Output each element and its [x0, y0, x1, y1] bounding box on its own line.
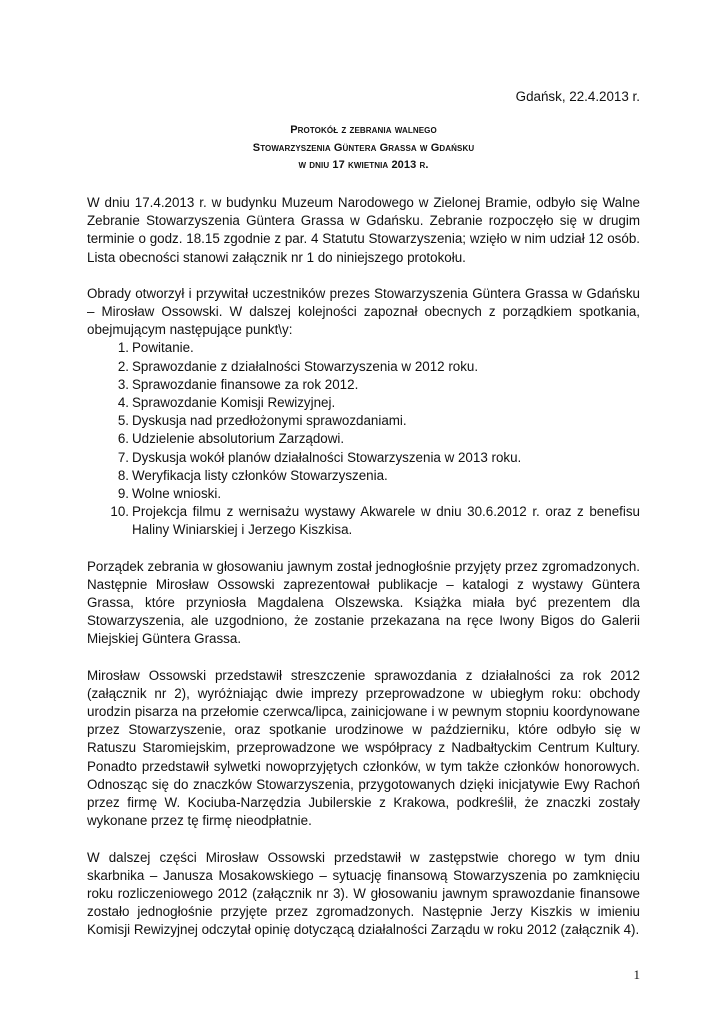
agenda-item-text: Sprawozdanie finansowe za rok 2012. — [132, 376, 359, 392]
agenda-item-number: 6. — [117, 431, 129, 447]
document-date: Gdańsk, 22.4.2013 r. — [515, 89, 640, 104]
agenda-item — [87, 503, 640, 539]
agenda-item-number: 9. — [117, 486, 129, 502]
agenda-item — [87, 339, 640, 357]
document-page — [87, 0, 640, 1024]
agenda-item-number: 10. — [110, 504, 129, 520]
title-line-1: Protokół z zebrania walnego — [290, 124, 437, 136]
agenda-item-text: Wolne wnioski. — [132, 486, 222, 502]
agenda-item-number: 3. — [117, 376, 129, 392]
paragraph-opening: W dniu 17.4.2013 r. w budynku Muzeum Narodowego w Zielonej Bramie, odbyło się Walne Zebranie Stowarzyszenia Güntera Grassa w Gdańsku. Zebranie rozpoczęło się w drugim terminie o godz. 18.15 zgodnie z par. 4 Statutu Stowarzyszenia; wzięło w nim udział 12 osób. Lista obecności stanowi załącznik nr 1 do niniejszego protokołu. — [87, 195, 640, 265]
agenda-item-number: 2. — [117, 358, 129, 374]
agenda-item — [87, 449, 640, 467]
agenda-item-number: 1. — [117, 340, 129, 356]
page-number: 1 — [633, 967, 640, 982]
agenda-item — [87, 412, 640, 430]
agenda-item — [87, 485, 640, 503]
agenda-item-number: 4. — [117, 395, 129, 411]
agenda-item-text: Dyskusja nad przedłożonymi sprawozdaniami. — [132, 413, 407, 429]
title-line-3: w dniu 17 kwietnia 2013 r. — [298, 159, 429, 171]
paragraph-agenda-adopted: Porządek zebrania w głosowaniu jawnym został jednogłośnie przyjęty przez zgromadzonych. Następnie Mirosław Ossowski zaprezentował publikacje – katalogi z wystawy Güntera Grassa, które przyniosła Magdalena Olszewska. Książka miała być prezentem dla Stowarzyszenia, ale uzgodniono, że zostanie przekazana na ręce Iwony Bigos do Galerii Miejskiej Güntera Grassa. — [87, 558, 640, 647]
agenda-item — [87, 376, 640, 394]
agenda-item-number: 8. — [117, 467, 129, 483]
agenda-item — [87, 358, 640, 376]
paragraph-financial-report: W dalszej części Mirosław Ossowski przedstawił w zastępstwie chorego w tym dniu skarbnika – Janusza Mosakowskiego – sytuację finansową Stowarzyszenia po zamknięciu roku rozliczeniowego 2012 (załącznik nr 3). W głosowaniu jawnym sprawozdanie finansowe zostało jednogłośnie przyjęte przez zgromadzonych. Następnie Jerzy Kiszkis w imieniu Komisji Rewizyjnej odczytał opinię dotyczącą działalności Zarządu w roku 2012 (załącznik 4). — [87, 849, 640, 938]
paragraph-agenda-intro: Obrady otworzył i przywitał uczestników prezes Stowarzyszenia Güntera Grassa w Gdańsku – Mirosław Ossowski. W dalszej kolejności zapoznał obecnych z porządkiem spotkania, obejmującym następujące punkt\y: — [87, 285, 640, 338]
agenda-item-text: Dyskusja wokół planów działalności Stowarzyszenia w 2013 roku. — [132, 449, 522, 465]
agenda-item-number: 7. — [117, 449, 129, 465]
paragraph-activity-report: Mirosław Ossowski przedstawił streszczenie sprawozdania z działalności za rok 2012 (załącznik nr 2), wyróżniając dwie imprezy przeprowadzone w ubiegłym roku: obchody urodzin pisarza na przełomie czerwca/lipca, zainicjowane i w pewnym stopniu koordynowane przez Stowarzyszenie, oraz spotkanie urodzinowe w październiku, które odbyło się w Ratuszu Staromiejskim, przeprowadzone we współpracy z Nadbałtyckim Centrum Kultury. Ponadto przedstawił sylwetki nowoprzyjętych członków, w tym także członków honorowych. Odnosząc się do znaczków Stowarzyszenia, przygotowanych dzięki inicjatywie Ewy Rachoń przez firmę W. Kociuba-Narzędzia Jubilerskie z Krakowa, podkreślił, że znaczki zostały wykonane przez tę firmę nieodpłatnie. — [87, 667, 640, 829]
agenda-item-text: Powitanie. — [132, 340, 194, 356]
agenda-item — [87, 430, 640, 448]
agenda-item-text: Weryfikacja listy członków Stowarzyszenia. — [132, 467, 388, 483]
agenda-item — [87, 467, 640, 485]
agenda-list — [87, 339, 640, 539]
agenda-item-text: Sprawozdanie Komisji Rewizyjnej. — [132, 395, 336, 411]
agenda-item-text: Projekcja filmu z wernisażu wystawy Akwarele w dniu 30.6.2012 r. oraz z benefisu Haliny Winiarskiej i Jerzego Kiszkisa. — [132, 504, 640, 538]
document-title — [87, 122, 640, 175]
agenda-item — [87, 394, 640, 412]
agenda-item-text: Sprawozdanie z działalności Stowarzyszenia w 2012 roku. — [132, 358, 479, 374]
agenda-item-number: 5. — [117, 413, 129, 429]
document-body — [87, 194, 640, 958]
agenda-item-text: Udzielenie absolutorium Zarządowi. — [132, 431, 345, 447]
title-line-2: Stowarzyszenia Güntera Grassa w Gdańsku — [252, 141, 475, 154]
